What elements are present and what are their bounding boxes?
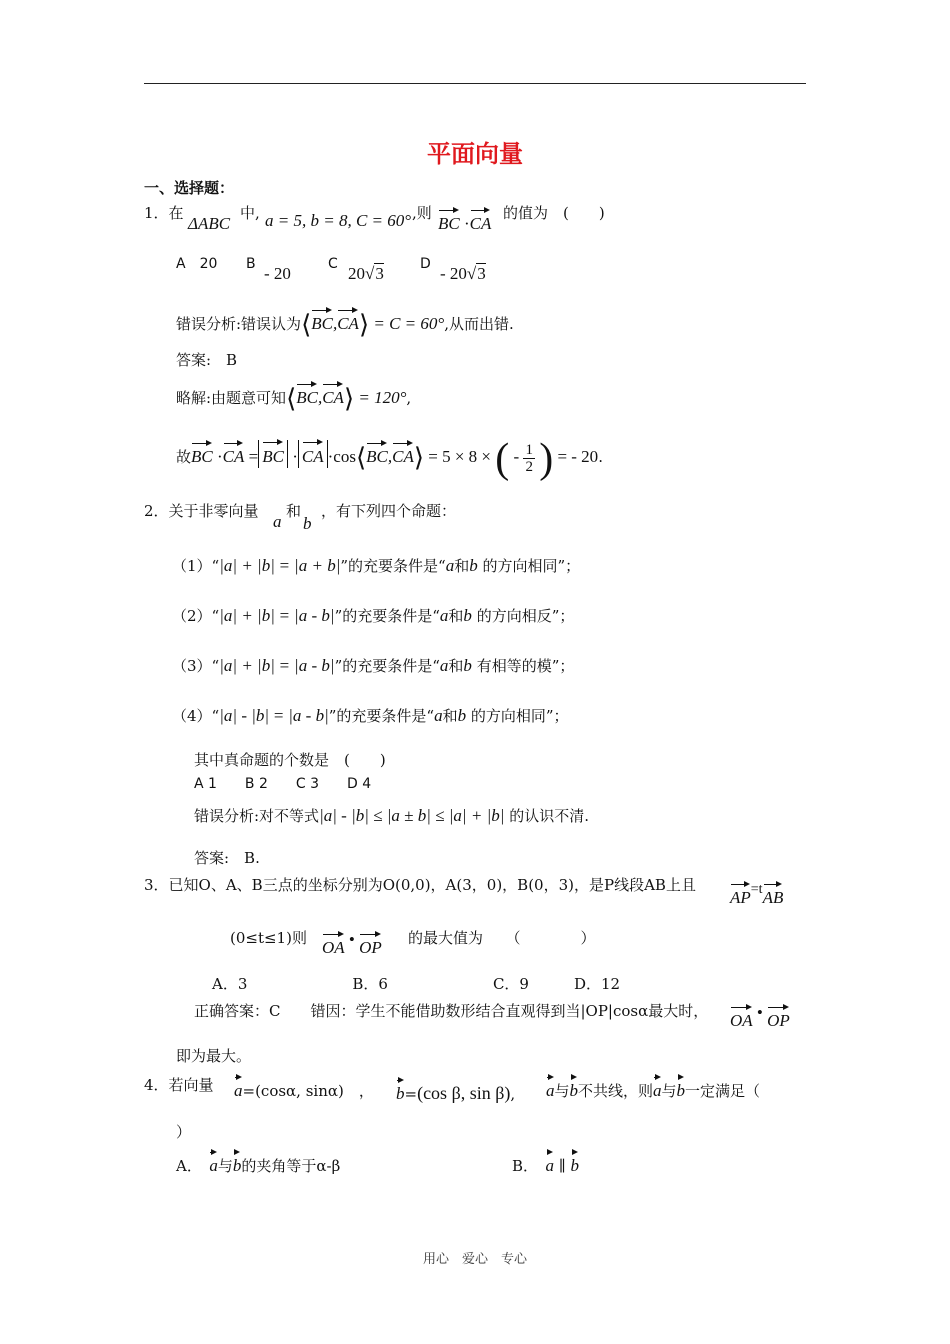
vector-arrow-icon: AP (730, 882, 751, 908)
vector-arrow-icon: OA (322, 932, 345, 958)
vector-arrow-icon: CA (322, 382, 344, 408)
q4-condition: a与b不共线，则a与b一定满足（ (546, 1075, 760, 1101)
q3-line2-suffix: 的最大值为 （ ） (408, 929, 596, 947)
q4-vector-b: b=(cos β, sin β), (396, 1078, 515, 1104)
header-rule (144, 83, 806, 84)
vector-arrow-icon: a (546, 1150, 555, 1176)
q4-option-a: A． a与b的夹角等于α-β (176, 1150, 340, 1176)
q3-stem: 3．已知O、A、B三点的坐标分别为O(0,0)，A(3，0)，B(0，3)，是P线段AB上且 (144, 876, 696, 894)
q2-proposition-3: （3）“|a| + |b| = |a - b|”的充要条件是“a和b 有相等的模”； (172, 656, 575, 675)
q3-vector-relation: $AP^{=t}AB$ (730, 882, 784, 907)
q2-var-a: a (273, 512, 282, 531)
q3-options: A．3 B．6 C．9 D．12 (212, 975, 621, 993)
q2-proposition-4: （4）“|a| - |b| = |a - b|”的充要条件是“a和b 的方向相同”； (172, 706, 569, 725)
vector-arrow-icon: BC (438, 208, 460, 234)
vector-arrow-icon: a (653, 1075, 662, 1101)
page-footer: 用心 爱心 专心 (422, 1252, 527, 1267)
vector-arrow-icon: b (233, 1150, 242, 1176)
q4-vector-a: a=(cosα, sinα) ， (234, 1075, 374, 1101)
vector-arrow-icon: BC (311, 308, 333, 334)
q1-mid: 中, (240, 204, 260, 222)
vector-arrow-icon: b (396, 1078, 405, 1104)
q1-solution: 略解:由题意可知⟨BC,CA⟩ = 120°, (176, 384, 412, 413)
q1-option-c-label: C (328, 256, 338, 272)
q1-calculation: 故BC ·CA = BC · CA ·cos⟨BC,CA⟩ = 5 × 8 × ( - $\frac{1}{2}$ ) = - 20. (176, 436, 603, 482)
vector-arrow-icon: BC (262, 440, 284, 468)
q1-option-d-value: - 20√3 (440, 264, 486, 283)
q3-answer-vectors: OA • OP (730, 1003, 790, 1030)
q3-line2-prefix: (0≤t≤1)则 (230, 929, 307, 947)
q1-option-b-value: - 20 (264, 264, 291, 283)
q1-answer: 答案: B (176, 351, 238, 369)
vector-arrow-icon: OA (730, 1005, 753, 1031)
vector-arrow-icon: a (209, 1150, 218, 1176)
vector-arrow-icon: b (570, 1075, 579, 1101)
q1-triangle: ΔABC (188, 214, 231, 233)
q2-options: A 1 B 2 C 3 D 4 (194, 776, 372, 792)
q3-conclusion: 即为最大。 (176, 1047, 252, 1065)
vector-arrow-icon: CA (337, 308, 359, 334)
vector-arrow-icon: AB (763, 882, 784, 908)
q3-dot-product: OA • OP (322, 930, 382, 957)
q4-close-paren: ） (176, 1123, 192, 1141)
q2-error-analysis: 错误分析:对不等式|a| - |b| ≤ |a ± b| ≤ |a| + |b| 的认识不清. (194, 806, 589, 825)
vector-arrow-icon: a (234, 1075, 243, 1101)
vector-arrow-icon: BC (191, 441, 213, 467)
page-title: 平面向量 (427, 140, 523, 168)
vector-arrow-icon: CA (223, 441, 245, 467)
q2-proposition-1: （1）“|a| + |b| = |a + b|”的充要条件是“a和b 的方向相同”； (172, 556, 581, 575)
q2-tail: ，有下列四个命题： (321, 502, 457, 520)
q4-stem: 4．若向量 (144, 1076, 214, 1094)
q1-suffix: 的值为 ( ) (503, 204, 605, 222)
q2-and: 和 (286, 502, 302, 520)
vector-arrow-icon: BC (296, 382, 318, 408)
q2-var-b: b (303, 514, 312, 533)
q1-then: ,则 (412, 204, 432, 222)
q1-option-d-label: D (420, 256, 431, 272)
vector-arrow-icon: OP (359, 932, 382, 958)
vector-arrow-icon: BC (366, 441, 388, 467)
vector-arrow-icon: b (571, 1150, 580, 1176)
vector-arrow-icon: CA (392, 441, 414, 467)
q3-answer: 正确答案：C 错因：学生不能借助数形结合直观得到当|OP|cosα最大时， (194, 1002, 709, 1020)
vector-arrow-icon: CA (470, 208, 492, 234)
q2-stem: 2．关于非零向量 (144, 502, 259, 520)
vector-arrow-icon: b (677, 1075, 686, 1101)
q1-error-analysis: 错误分析:错误认为⟨BC,CA⟩ = C = 60°,从而出错. (176, 310, 514, 339)
q1-stem: 1．在 (144, 204, 184, 222)
q1-option-a: A 20 (176, 256, 218, 272)
fraction-one-half: $\frac{1}{2}$ (525, 441, 533, 475)
vector-arrow-icon: OP (767, 1005, 790, 1031)
section-heading: 一、选择题： (144, 179, 235, 197)
q2-answer: 答案: B. (194, 849, 260, 867)
q2-count-question: 其中真命题的个数是 ( ) (194, 751, 386, 769)
q1-condition: a = 5, b = 8, C = 60° (265, 211, 412, 230)
q1-option-c-value: 20√3 (348, 264, 384, 283)
q1-vector-product: BC ·CA (438, 208, 491, 234)
q2-proposition-2: （2）“|a| + |b| = |a - b|”的充要条件是“a和b 的方向相反”； (172, 606, 575, 625)
vector-arrow-icon: a (546, 1075, 555, 1101)
q1-option-b-label: B (246, 256, 256, 272)
q4-option-b: B． a ∥ b (512, 1150, 579, 1176)
vector-arrow-icon: CA (302, 440, 324, 468)
